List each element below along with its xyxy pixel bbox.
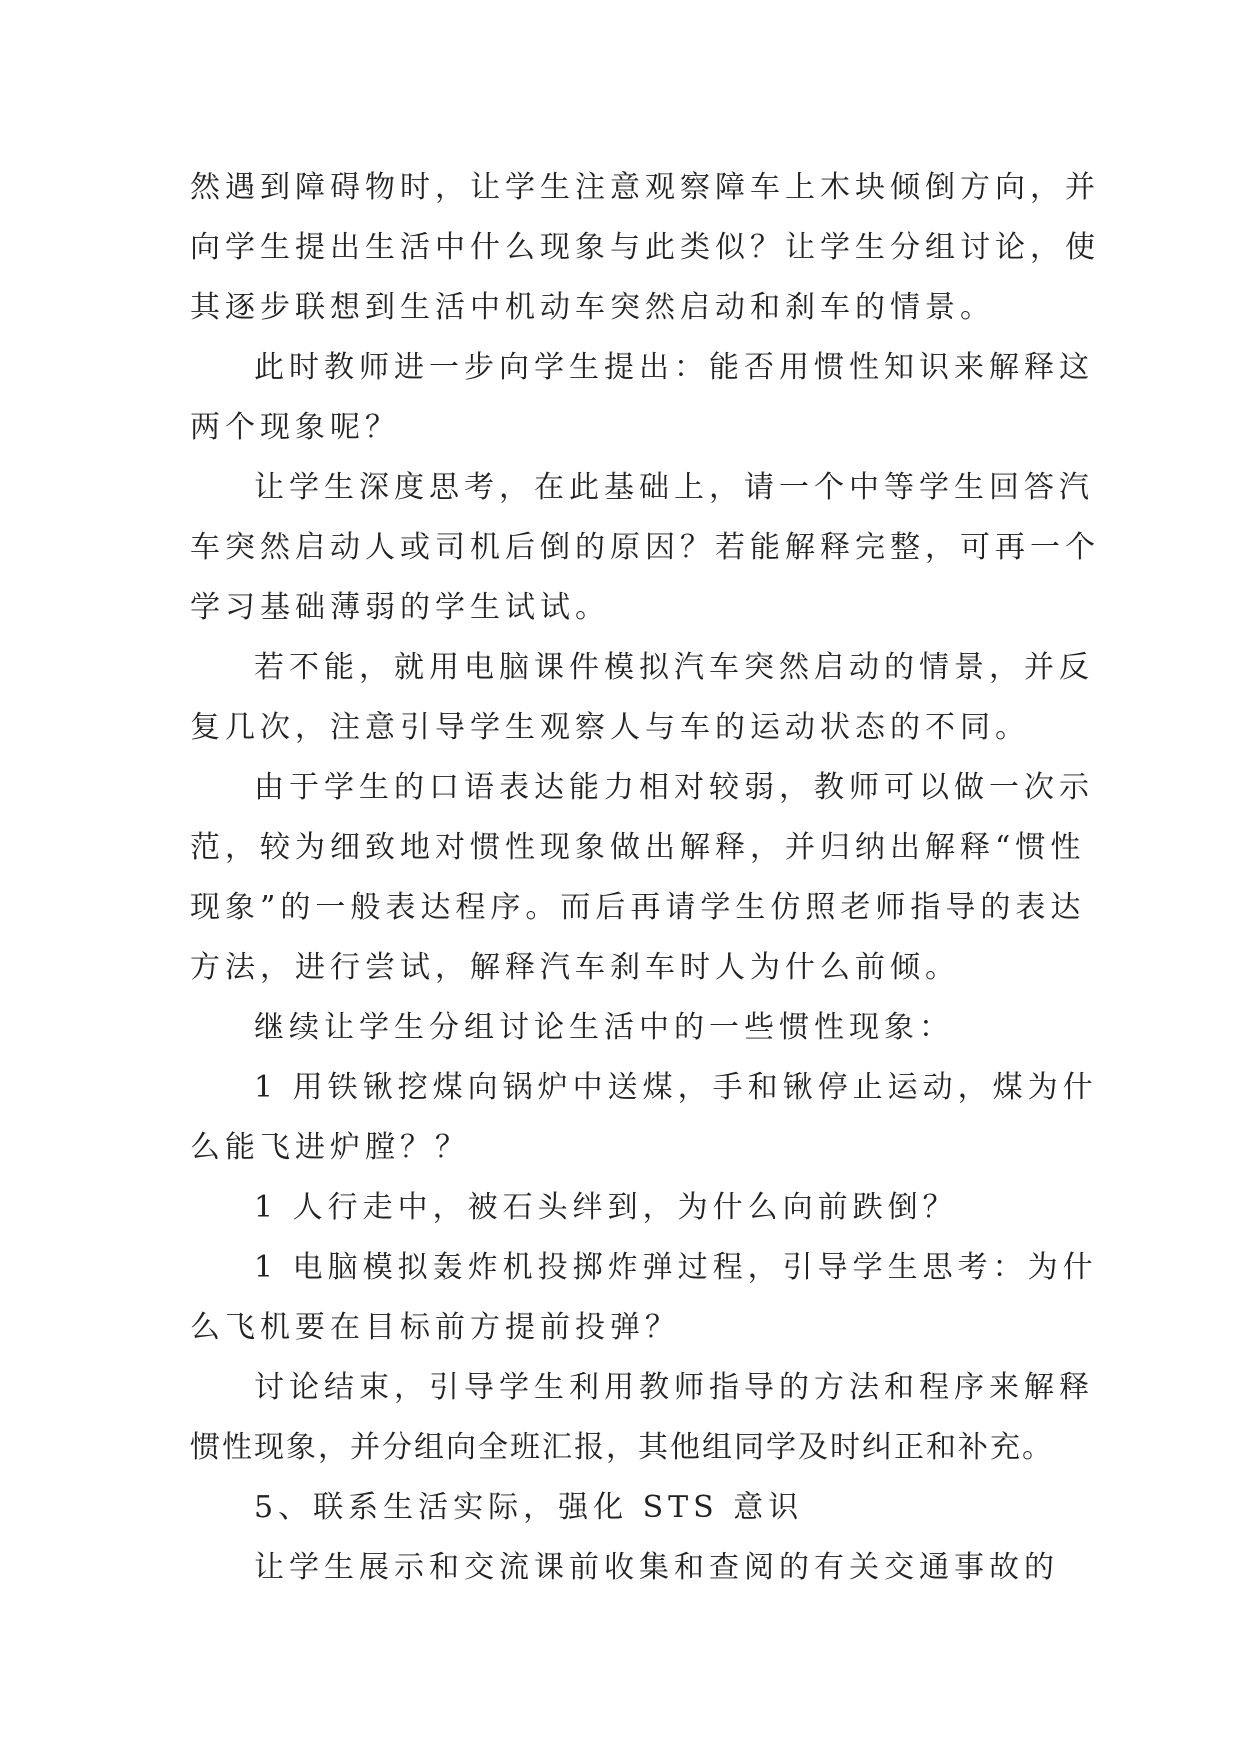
section-heading: 5、联系生活实际，强化 STS 意识	[254, 1490, 804, 1525]
text-line: 学习基础薄弱的学生试试。	[190, 590, 610, 625]
text-line: 范，较为细致地对惯性现象做出解释，并归纳出解释“惯性	[190, 830, 1086, 865]
list-item: 1 人行走中，被石头绊到，为什么向前跌倒？	[254, 1190, 958, 1225]
text-line: 复几次，注意引导学生观察人与车的运动状态的不同。	[190, 710, 1030, 745]
text-line: 其逐步联想到生活中机动车突然启动和刹车的情景。	[190, 290, 995, 325]
text-line: 若不能，就用电脑课件模拟汽车突然启动的情景，并反	[254, 650, 1094, 685]
list-item: 1 用铁锹挖煤向锅炉中送煤，手和锹停止运动，煤为什	[254, 1070, 1098, 1105]
text-line: 让学生展示和交流课前收集和查阅的有关交通事故的	[254, 1550, 1059, 1585]
body-text	[190, 158, 1100, 1598]
text-line: 车突然启动人或司机后倒的原因？若能解释完整，可再一个	[190, 530, 1100, 565]
text-line: 由于学生的口语表达能力相对较弱，教师可以做一次示	[254, 770, 1094, 805]
text-line: 么能飞进炉膛？？	[190, 1130, 470, 1165]
text-line: 让学生深度思考，在此基础上，请一个中等学生回答汽	[254, 470, 1094, 505]
list-item: 1 电脑模拟轰炸机投掷炸弹过程，引导学生思考：为什	[254, 1250, 1098, 1285]
text-line: 么飞机要在目标前方提前投弹？	[190, 1310, 680, 1345]
text-line: 方法，进行尝试，解释汽车刹车时人为什么前倾。	[190, 950, 960, 985]
text-line: 惯性现象，并分组向全班汇报，其他组同学及时纠正和补充。	[190, 1430, 1054, 1465]
text-line: 讨论结束，引导学生利用教师指导的方法和程序来解释	[254, 1370, 1094, 1405]
text-line: 现象”的一般表达程序。而后再请学生仿照老师指导的表达	[190, 890, 1086, 925]
text-line: 然遇到障碍物时，让学生注意观察障车上木块倾倒方向，并	[190, 170, 1100, 205]
text-line: 两个现象呢？	[190, 410, 400, 445]
text-line: 向学生提出生活中什么现象与此类似？让学生分组讨论，使	[190, 230, 1100, 265]
text-line: 继续让学生分组讨论生活中的一些惯性现象：	[254, 1010, 954, 1045]
text-line: 此时教师进一步向学生提出：能否用惯性知识来解释这	[254, 350, 1094, 385]
